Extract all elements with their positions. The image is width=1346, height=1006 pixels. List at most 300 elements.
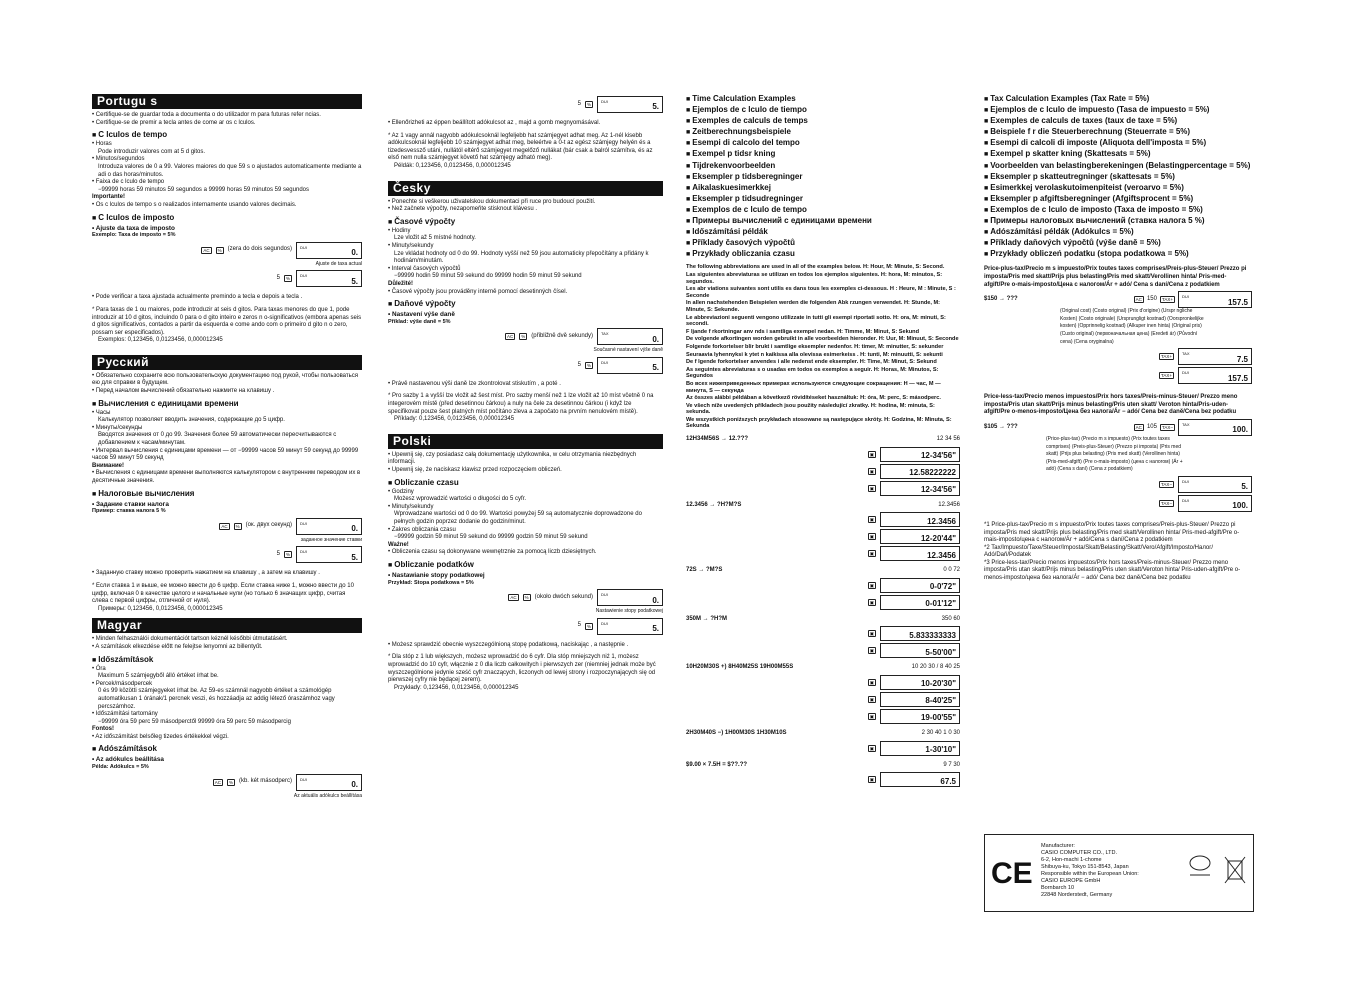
result-display <box>880 709 960 724</box>
text: • Minuty/sekundy <box>388 503 434 510</box>
example-label: Пример: ставка налога 5 % <box>92 508 166 515</box>
result-display <box>880 529 960 544</box>
tax-title: ■ Tax Calculation Examples (Tax Rate = 5%) <box>984 94 1252 105</box>
time-example <box>686 436 960 496</box>
text: • Вычисления с единицами времени выполняются калькулятором с внутренним переводом их в десятичные значения. <box>92 470 361 484</box>
time-title: ■ Exemplos de c lculo de tempo <box>686 205 960 216</box>
result-row <box>686 578 960 593</box>
key-row: 5 % DUI 5. <box>388 96 663 113</box>
tax-key-icon: % <box>228 779 233 785</box>
display-value: 0. <box>351 780 358 790</box>
time-title: ■ Aikalaskuesimerkkej <box>686 183 960 194</box>
time-key-icon: ▣ <box>869 714 874 720</box>
text: Wprowadzane wartości od 0 do 99. Wartości powyżej 59 są automatycznie doprowadzone do pełnych godzin poprzez dodanie do godzin/minut. <box>394 511 642 525</box>
ac-key-icon: AC <box>510 595 517 601</box>
tax-title: ■ Příklady daňových výpočtů (výše daně = 5%) <box>984 238 1252 249</box>
text: * Pro sazby 1 a vyšší lze vložit až šest míst. Pro sazby menší než 1 lze vložit až 10 míst včetně 0 na integerovém místě (před desetinnou čárkou) a nuly na čele za desetinnou čárkou (i když lze specifikovat pouze šest platných míst počítáno zleva a započato na prvním nenulovém místě). <box>388 393 654 415</box>
display <box>296 518 362 535</box>
text: • Pode verificar a taxa ajustada actualmente premindo a tecla e depois a tecla . <box>92 294 303 301</box>
display <box>597 357 663 374</box>
key-sequence: 9 7 30 <box>943 761 960 768</box>
display-value: 5. <box>652 363 659 373</box>
abbreviation-note: As seguintes abreviaturas s o usadas em todos os exemplos a seguir. H: Horas, M: Minutos, S: Segundos <box>686 366 939 380</box>
text: • Az időszámítást belsőleg tizedes értékekkel végzi. <box>92 733 229 740</box>
tax-title: ■ Esempi di calcoli di imposte (Aliquota dell'imposta = 5%) <box>984 138 1252 149</box>
text: 6-2, Hon-machi 1-chome <box>1041 857 1102 863</box>
time-example-label: 12.3456 → ?H?M?S <box>686 501 742 508</box>
display <box>296 270 362 287</box>
result-value: 12.58222222 <box>909 468 956 478</box>
abbreviation-note: Во всех нижеприведенных примерах используются следующие сокращения: Н — час, М — минута, S — секунда <box>686 380 941 394</box>
text: • Óra <box>92 665 106 672</box>
display-tag: DUI <box>300 520 307 526</box>
example-label: Példa: Adókulcs = 5% <box>92 764 149 771</box>
result-value: 67.5 <box>940 776 956 786</box>
tax-title: ■ Exemples de calculs de taxes (taux de taxe = 5%) <box>984 116 1252 127</box>
time-title: ■ Ejemplos de c lculo de tiempo <box>686 105 960 116</box>
display <box>1178 348 1252 365</box>
heading: ■ Вычисления с единицами времени <box>92 399 362 410</box>
time-key-icon: ▣ <box>869 534 874 540</box>
result-value: 5.833333333 <box>909 630 956 640</box>
text: Fontos! <box>92 726 114 733</box>
abbreviation-note: Ve všech níže uvedených příkladech jsou použity následující zkratky. H: hodina, M: minuta, S: sekunda. <box>686 402 935 416</box>
tax-plus-example: $150 → ??? <box>984 295 1018 302</box>
text: Ważne! <box>388 541 409 548</box>
display-tag: DUI <box>601 359 608 365</box>
tax-minus-key-icon: TAX− <box>1160 500 1172 506</box>
footnote: *1 Price-plus-tax/Precio m s impuesto/Prix toutes taxes comprises/Preis-plus-Steuer/ Prezzo pi imposta/Pris med skatt/Prijs plus belasting/Pris med skatt/Verollinen hinta/ Pris-med-afgift/Pre o-mais-imposto/цена с налогом/Ár + adó/Cena s daní/Cena z podatkiem <box>984 521 1240 544</box>
key-entry: 105 <box>1146 423 1157 430</box>
result-display <box>880 692 960 707</box>
tax-key-icon: % <box>285 552 290 558</box>
time-title: ■ Eksempler p tidsberegninger <box>686 172 960 183</box>
display-tag: DUI <box>300 549 307 555</box>
text: 0 és 99 közötti számjegyeket írhat be. Az 59-es számnál nagyobb értéket a számológép automatikusan 1 órának/1 percnek veszi, és hozzáadja az addig létező óraszámhoz vagy percszámhoz. <box>98 688 335 710</box>
text: Důležité! <box>388 280 414 287</box>
time-key-icon: ▣ <box>869 582 874 588</box>
column-2 <box>388 94 663 692</box>
text: −99999 horas 59 minutos 59 segundos a 99999 horas 59 minutos 59 segundos <box>98 186 309 193</box>
display-value: 0. <box>351 524 358 534</box>
subheading: • Nastavení výše daně <box>388 311 455 319</box>
key-row <box>92 242 362 259</box>
display-tag: DUI <box>601 99 608 104</box>
tax-plus-key-icon: TAX+ <box>1160 373 1172 379</box>
abbreviation-note: We wszystkich poniższych przykładach stosowane są następujące skróty. H: Godzina, M: Minuta, S: Sekunda <box>686 416 952 430</box>
time-example-row <box>686 616 960 624</box>
result-row <box>686 546 960 561</box>
result-row <box>686 692 960 707</box>
tax-title: ■ Ejemplos de c lculo de impuesto (Tasa de impuesto = 5%) <box>984 105 1252 116</box>
time-example-row <box>686 502 960 510</box>
ac-key-icon: AC <box>1135 297 1142 303</box>
display-tag: DUI <box>1182 294 1189 300</box>
text: • Certifique-se de guardar toda a documenta o do utilizador m para futuras refer ncias. <box>92 112 321 118</box>
display-value: 0. <box>652 595 659 605</box>
time-example <box>686 616 960 659</box>
key-row <box>388 328 663 345</box>
time-key-icon: ▣ <box>869 697 874 703</box>
time-key-icon: ▣ <box>869 745 874 751</box>
text: Példák: 0,123456, 0,0123456, 0,000012345 <box>394 162 511 169</box>
time-example-row <box>686 664 960 672</box>
result-row <box>686 643 960 658</box>
result-display <box>880 447 960 462</box>
text: (přibližně dvě sekundy) <box>531 332 593 339</box>
display <box>1178 476 1252 493</box>
time-key-icon: ▣ <box>869 631 874 637</box>
display-tag: DUI <box>300 776 307 782</box>
heading: ■ C lculos de imposto <box>92 213 362 224</box>
result-value: 12-20'44" <box>920 533 956 543</box>
time-title: ■ Примеры вычислений с единицами времени <box>686 216 960 227</box>
result-row <box>686 595 960 610</box>
key-sequence: 350 60 <box>941 615 960 622</box>
display <box>597 589 663 606</box>
nl-recycling-icon <box>1185 851 1215 881</box>
weee-bin-icon <box>1223 855 1247 885</box>
result-display <box>880 481 960 496</box>
key-entry: 150 <box>1146 295 1157 302</box>
display-tag: TAX <box>1182 351 1190 357</box>
result-display <box>880 595 960 610</box>
time-example-label: 12H34M56S → 12.??? <box>686 436 749 443</box>
tax-titles <box>984 94 1252 260</box>
tax-title: ■ Eksempler p afgiftsberegninger (Afgiftsprocent = 5%) <box>984 194 1252 205</box>
abbreviation-note: The following abbreviations are used in all of the examples below. H: Hour, M: Minute, S: Second. <box>686 264 945 271</box>
result-row <box>686 741 960 756</box>
text: • Zakres obliczania czasu <box>388 526 456 533</box>
tax-less-example: $105 → ??? <box>984 423 1018 430</box>
result-display <box>880 741 960 756</box>
caption: Současné nastavení výše daně <box>593 347 663 354</box>
result-value: 12-34'56" <box>920 451 956 461</box>
text: Pode introduzir valores com at 5 d gitos. <box>98 148 206 155</box>
time-key-icon: ▣ <box>869 599 874 605</box>
result-display <box>880 626 960 641</box>
text: • Időszámítási tartomány <box>92 711 158 718</box>
ac-key-icon: AC <box>1135 424 1142 430</box>
text: • Percek/másodpercek <box>92 680 153 687</box>
display-value: 5. <box>351 552 358 562</box>
tax-key-icon: % <box>235 523 240 529</box>
text: • Právě nastavenou výši daně lze zkontrolovat stiskutím , a poté . <box>388 380 561 387</box>
display-value: 5. <box>652 624 659 634</box>
time-example <box>686 567 960 610</box>
text: • Minden felhasználói dokumentációt tartson kéznél későbbi útmutatásért. <box>92 636 288 643</box>
abbreviation-note: Folgende forkortelser blir brukt i samtlige eksempler nedenfor. H: timer, M: minutter, S: sekunder <box>686 343 944 350</box>
text: −99999 godzin 59 minut 59 sekund do 99999 godzin 59 minut 59 sekund <box>394 534 588 541</box>
result-value: 12.3456 <box>927 516 956 526</box>
time-title: ■ Esempi di calcolo del tempo <box>686 138 960 149</box>
text: Lze vložit až 5 místné hodnoty. <box>394 235 476 242</box>
tax-key-icon: % <box>524 595 529 601</box>
text: • Upewnij się, że naciskasz klawisz przed rozpoczęciem obliczeń. <box>388 467 562 474</box>
key-row: 5 % DUI 5. <box>388 618 663 635</box>
text: CASIO EUROPE GmbH <box>1041 878 1101 884</box>
display-tag: TAX <box>601 331 609 337</box>
column-4 <box>984 94 1252 583</box>
display <box>597 96 663 113</box>
text: Калькулятор позволяет вводить значения, содержащие до 5 цифр. <box>98 417 285 424</box>
abbreviation-note: In allen nachstehenden Beispielen werden die folgenden Abk rzungen verwendet. H: Stunde, M: Minute, S: Sekunde. <box>686 300 941 313</box>
time-example <box>686 502 960 562</box>
tax-minus-key-icon: TAX− <box>1160 481 1172 487</box>
text: (kb. két másodperc) <box>238 778 292 785</box>
display-tag: TAX <box>1182 421 1190 427</box>
tax-title: ■ Esimerkkej verolaskutoimenpiteist (veroarvo = 5%) <box>984 183 1252 194</box>
tax-key-icon: % <box>586 362 591 368</box>
time-example-label: 350M → ?H?M <box>686 615 728 622</box>
text: • Hodiny <box>388 227 411 234</box>
time-example <box>686 664 960 724</box>
subheading: • Задание ставки налога <box>92 500 169 508</box>
text: • Обязательно сохраните всю пользовательскую документацию под рукой, чтобы пользоваться ею для справки в будущем. <box>92 372 359 387</box>
result-row <box>686 529 960 544</box>
tax-title: ■ Adószámítási példák (Adókulcs = 5%) <box>984 227 1252 238</box>
text: • Minuty/sekundy <box>388 242 434 249</box>
text: Внимание! <box>92 462 124 469</box>
text: • Ponechte si veškerou uživatelskou dokumentaci při ruce pro budoucí použití. <box>388 198 596 205</box>
display <box>1178 419 1252 436</box>
result-row <box>686 709 960 724</box>
tax-plus-key-icon: TAX+ <box>1160 354 1172 360</box>
text: * Если ставка 1 и выше, ее можно ввести до 6 цифр. Если ставка ниже 1, можно ввести до 10 цифр, включая 0 в качестве целого и начальные нули (но только 6 значащих цифр, считая слева с первой цифры, отличной от нуля). <box>92 582 354 605</box>
text: • Interval časových výpočtů <box>388 265 461 272</box>
key-sequence: 12.3456 <box>938 501 960 508</box>
heading: ■ Daňové výpočty <box>388 299 663 310</box>
example-label: Exemplo: Taxa de imposto = 5% <box>92 232 176 239</box>
display-tag: DUI <box>300 273 307 279</box>
text: • Časové výpočty jsou prováděny interně pomocí desetinných čísel. <box>388 288 568 295</box>
abbreviation-note: De volgende afkortingen worden gebruikt in alle voorbeelden hieronder. H: Uur, M: Minuut, S: Seconde <box>686 336 959 343</box>
tax-key-icon: % <box>285 276 290 282</box>
time-example-label: 2H30M40S −) 1H00M30S 1H30M10S <box>686 730 787 737</box>
display-value: 157.5 <box>1227 297 1248 307</box>
text: • Интервал вычисления с единицами времени — от −99999 часов 59 минут 59 секунд до 99999 часов 59 минут 59 секунд <box>92 447 359 462</box>
text: * Dla stóp z 1 lub większych, możesz wprowadzić do 6 cyfr. Dla stóp mniejszych niż 1, możesz wprowadzić do 10 cyfr, włącznie z 0 dla liczb całkowitych i pierwszych zer (niemniej jednak może być wyszczególnione jedynie sześć cyfr znaczących, liczonych od lewej strony i rozpoczynających się od pierwszej cyfry nie będącej zerem). <box>388 654 656 684</box>
tax-plus-key-icon: TAX+ <box>1161 297 1173 303</box>
key-sequence: 0 0 72 <box>943 567 960 574</box>
result-row <box>686 512 960 527</box>
column-3 <box>686 94 960 789</box>
section-title-polski: Polski <box>388 434 663 449</box>
ac-key-icon: AC <box>214 779 221 785</box>
result-value: 19-00'55" <box>920 713 956 723</box>
key-row: 5 % DUI 5. <box>388 357 663 374</box>
section-title-portugues: Portugu s <box>92 94 362 109</box>
display-value: 0. <box>652 334 659 344</box>
tax-title: ■ Voorbeelden van belastingberekeningen (Belastingpercentage = 5%) <box>984 161 1252 172</box>
text: Przykłady: 0,123456, 0,0123456, 0,000012345 <box>394 684 519 691</box>
time-example-row <box>686 567 960 575</box>
caption: Nastawienie stopy podatkowej <box>595 608 663 615</box>
time-key-icon: ▣ <box>869 680 874 686</box>
result-display <box>880 464 960 479</box>
text: * Para taxas de 1 ou maiores, pode introduzir at seis d gitos. Para taxas menores do que 1, pode introduzir at 10 d gitos, incluindo 0 para o d gito inteiro e zeros n o-significativos (embora apenas seis d gitos significativos, contados a partir da esquerda e come ando com o primeiro d gito n o zero, possam ser especificados). <box>92 306 362 336</box>
text: • Минуты/секунды <box>92 424 143 431</box>
ac-key-icon: AC <box>203 247 210 253</box>
abbreviation-note: Seuraavia lyhennyksi k ytet n kaikissa alla olevissa esimerkeiss . H: tunti, M: minuutti, S: sekunti <box>686 351 943 358</box>
text: (ок. двух секунд) <box>245 522 292 529</box>
text: • Możesz sprawdzić obecnie wyszczególnioną stopę podatkową, naciskając , a następnie . <box>388 641 629 648</box>
tax-title: ■ Примеры налоговых вычислений (ставка налога 5 %) <box>984 216 1252 227</box>
tax-title: ■ Exemplos de c lculo de imposto (Taxa de imposto = 5%) <box>984 205 1252 216</box>
display-value: 5. <box>652 102 659 112</box>
text: • Než začnete výpočty, nezapomeňte stisknout klávesu . <box>388 206 538 213</box>
result-row <box>686 772 960 787</box>
time-key-icon: ▣ <box>869 648 874 654</box>
result-row <box>686 675 960 690</box>
time-title: ■ Tijdrekenvoorbeelden <box>686 161 960 172</box>
time-key-icon: ▣ <box>869 485 874 491</box>
ce-mark: CE <box>991 857 1033 890</box>
abbreviation-note: F ljande f rkortningar anv nds i samtliga exempel nedan. H: Timme, M: Minut, S: Sekund <box>686 328 920 335</box>
text: (zera do dois segundos) <box>227 246 292 253</box>
result-display <box>880 643 960 658</box>
time-example-row <box>686 730 960 738</box>
tax-less-heading: Price-less-tax/Precio menos impuestos/Prix hors taxes/Preis-minus-Steuer/ Prezzo meno imposta/Pris utan skatt/Prijs minus belasting/Pris uten skatt/ Veroton hinta/Pris-uden-afgift/Pre o-menos-imposto/Цена без налога/Ár − adó/ Cena bez daně/Cena bez podatku <box>984 394 1238 416</box>
heading: ■ Obliczanie podatków <box>388 560 663 571</box>
text: Примеры: 0,123456, 0,0123456, 0,000012345 <box>98 605 223 612</box>
result-value: 0-0'72" <box>929 582 956 592</box>
key-row <box>92 774 362 791</box>
subheading: • Nastawianie stopy podatkowej <box>388 571 485 579</box>
text: Вводятся значения от 0 до 99. Значения более 59 автоматически пересчитываются с добавлением к часам/минутам. <box>98 432 337 447</box>
text: Bornbarch 10 <box>1041 885 1075 891</box>
time-key-icon: ▣ <box>869 468 874 474</box>
manufacturer-box <box>984 834 1254 912</box>
display-tag: DUI <box>1182 497 1189 503</box>
time-key-icon: ▣ <box>869 517 874 523</box>
text: • Перед началом вычислений обязательно нажмите на клавишу . <box>92 388 275 395</box>
tax-minus-key-icon: TAX− <box>1161 424 1173 430</box>
text: Shibuya-ku, Tokyo 151-8543, Japan <box>1041 864 1129 870</box>
text: • Godziny <box>388 488 414 495</box>
time-title: ■ Exemples de calculs de temps <box>686 116 960 127</box>
display-tag: DUI <box>601 620 608 626</box>
display-tag: DUI <box>1182 478 1189 484</box>
abbreviation-note: Az összes alábbi példában a következő rövidítéseket használtuk: H: óra, M: perc, S: másodperc. <box>686 395 941 402</box>
time-titles <box>686 94 960 260</box>
display <box>597 328 663 345</box>
section-title-cesky: Česky <box>388 181 663 196</box>
note: (Price-plus-tax) (Precio m s impuesto) (Prix toutes taxes comprises) (Preis-plus-Steuer) (Prezzo pi imposta) (Pris med skatt) (Prijs plus belasting) (Pris med skatt) (Verollinen hinta) (Pris-med-afgift) (Pre o-mais-imposto) (цена с налогом) (Ár + adó) (Cena s daní) (Cena z podatkiem) <box>1046 435 1183 473</box>
ac-key-icon: AC <box>507 334 514 340</box>
example-label: Przykład: Stopa podatkowa = 5% <box>388 579 474 586</box>
text: Příklady: 0,123456, 0,0123456, 0,000012345 <box>394 416 515 423</box>
result-display <box>880 546 960 561</box>
time-example-label: $9.00 × 7.5H = $??.?? <box>686 761 748 768</box>
abbreviation-note: De f lgende forkortelser anvendes i alle nedenst ende eksempler. H: Time, M: Minut, S: Sekund <box>686 359 937 366</box>
subheading: • Az adókulcs beállítása <box>92 756 164 764</box>
text: * Az 1 vagy annál nagyobb adókulcsoknál legfeljebb hat számjegyet adhat meg. Az 1-nél kisebb adókulcsoknál legfeljebb 10 számjegyet adhat meg, beleértve a 0-t az egész számjegy helyén és a tizedesvessző utáni, nullától eltérő számjegyet megelőző nullákat (bár csak a balról számítva, és az első nem nulla számjegyet követő hat számjegy adható meg). <box>388 132 653 162</box>
display <box>1178 291 1252 308</box>
text: • Horas <box>92 141 112 148</box>
section-title-magyar: Magyar <box>92 618 362 633</box>
abbreviation-note: Les abr viations suivantes sont utilis es dans tous les exemples ci-dessous. H : Heure, M : Minute, S : Seconde <box>686 286 956 299</box>
tax-key-icon: % <box>217 247 222 253</box>
tax-plus-heading: Price-plus-tax/Precio m s impuesto/Prix toutes taxes comprises/Preis-plus-Steuer/ Prezzo pi imposta/Pris med skatt/Prijs plus belasting/Pris med skatt/Verollinen hinta/ Pris-med-afgift/Pre o-mais-imposto/Цена с налогом/Ár + adó/ Cena s daní/Cena z podatkiem <box>984 266 1247 288</box>
time-example-label: 72S → ?M?S <box>686 567 723 574</box>
text: Introduza valores de 0 a 99. Valores maiores do que 59 s o ajustados automaticamente mediante a adi o das horas/minutos. <box>98 163 362 178</box>
text: −99999 hodin 59 minut 59 sekund do 99999 hodin 59 minut 59 sekund <box>394 273 582 280</box>
column-1 <box>92 94 362 800</box>
time-key-icon: ▣ <box>869 451 874 457</box>
heading: ■ Adószámítások <box>92 744 362 755</box>
text: Możesz wprowadzić wartości o długości do 5 cyfr. <box>394 496 527 503</box>
result-value: 1-30'10" <box>925 745 956 755</box>
display <box>1178 367 1252 384</box>
text: Maximum 5 számjegyből álló értéket írhat be. <box>98 673 219 680</box>
key-row: 5 % DUI 5. <box>92 546 362 563</box>
result-value: 5-50'00" <box>925 647 956 657</box>
text: Importante! <box>92 194 125 201</box>
text: • Upewnij się, czy posiadasz całą dokumentację użytkownika, w celu otrzymania niezbędnych informacji. <box>388 451 637 466</box>
text: • Часы <box>92 409 111 416</box>
result-display <box>880 578 960 593</box>
display <box>296 242 362 259</box>
display-tag: DUI <box>300 244 307 250</box>
key-row: 5 % DUI 5. <box>92 270 362 287</box>
tax-title: ■ Eksempler p skatteutregninger (skattesats = 5%) <box>984 172 1252 183</box>
heading: ■ Časové výpočty <box>388 217 663 228</box>
text: CASIO COMPUTER CO., LTD. <box>1041 850 1117 856</box>
result-value: 12-34'56" <box>920 485 956 495</box>
text: • Obliczenia czasu są dokonywane wewnętrznie za pomocą liczb dziesiętnych. <box>388 549 597 556</box>
tax-title: ■ Beispiele f r die Steuerberechnung (Steuerrate = 5%) <box>984 127 1252 138</box>
result-display <box>880 675 960 690</box>
heading: ■ Налоговые вычисления <box>92 489 362 500</box>
footnote: *2 Tax/Impuesto/Taxe/Steuer/Imposta/Skatt/Belasting/Skatt/Vero/Afgift/Imposto/Налог/ Adó/Daň/Podatek <box>984 544 1214 559</box>
result-display <box>880 772 960 787</box>
text: • Ellenőrizheti az éppen beállított adókulcsot az , majd a gomb megnyomásával. <box>388 120 601 126</box>
text: Responsible within the European Union: <box>1041 871 1139 877</box>
display <box>296 774 362 791</box>
text: 22848 Norderstedt, Germany <box>1041 892 1113 898</box>
tax-footnotes <box>984 522 1252 583</box>
time-title: ■ Időszámítási példák <box>686 227 960 238</box>
key-sequence: 10 20 30 / 8 40 25 <box>911 664 960 671</box>
time-title: ■ Przykłady obliczania czasu <box>686 249 960 260</box>
display-value: 0. <box>351 248 358 258</box>
text: • A számítások elkezdése előtt ne felejtse lenyomni az billentyűt. <box>92 643 263 650</box>
result-value: 0-01'12" <box>925 599 956 609</box>
text: −99999 óra 59 perc 59 másodperctől 99999 óra 59 perc 59 másodpercig <box>98 718 291 725</box>
abbreviation-note: Le abbreviazioni seguenti vengono utilizzate in tutti gli esempi riportati sotto. H: ora, M: minuti, S: secondi. <box>686 314 946 328</box>
display <box>1178 495 1252 512</box>
result-value: 12.3456 <box>927 550 956 560</box>
caption: Ajuste de taxa actual <box>315 260 362 267</box>
time-title: ■ Příklady časových výpočtů <box>686 238 960 249</box>
heading: ■ Obliczanie czasu <box>388 478 663 489</box>
tax-title: ■ Exempel p skatter kning (Skattesats = 5%) <box>984 149 1252 160</box>
display-value: 5. <box>351 276 358 286</box>
time-title: ■ Zeitberechnungsbeispiele <box>686 127 960 138</box>
tax-title: ■ Przykłady obliczeń podatku (stopa podatkowa = 5%) <box>984 249 1252 260</box>
key-row <box>388 589 663 606</box>
section-title-russian: Русский <box>92 355 362 370</box>
display-tag: DUI <box>1182 370 1189 376</box>
display <box>597 618 663 635</box>
result-row <box>686 481 960 496</box>
time-title: ■ Exempel p tidsr kning <box>686 149 960 160</box>
key-sequence: 2 30 40 1 0 30 <box>921 730 960 737</box>
time-key-icon: ▣ <box>869 551 874 557</box>
ac-key-icon: AC <box>221 523 228 529</box>
result-row <box>686 447 960 462</box>
